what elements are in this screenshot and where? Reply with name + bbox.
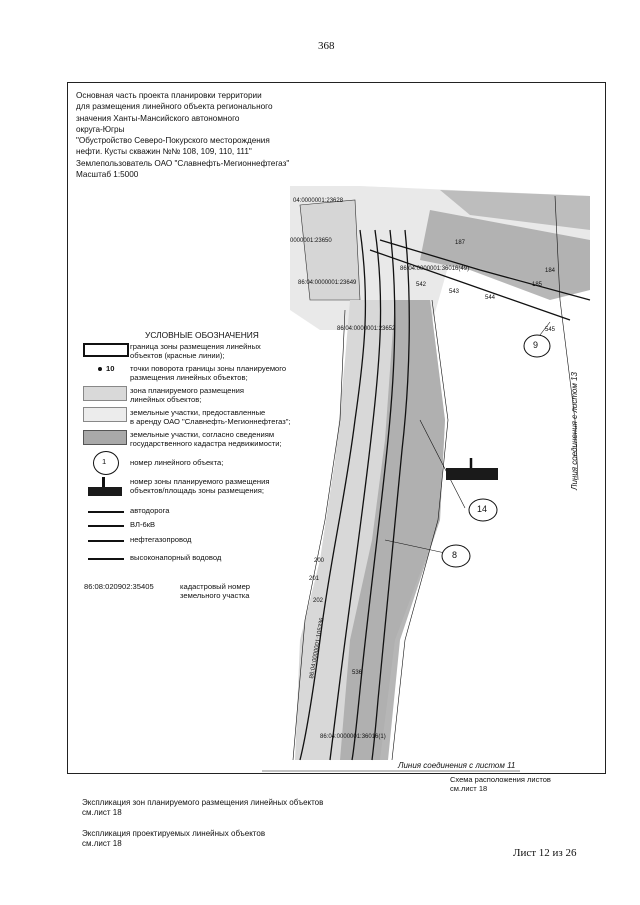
point-label: 536 — [352, 670, 363, 676]
legend-vl: ВЛ-6кВ — [130, 520, 156, 529]
explication-zones: Экспликация зон планируемого размещения линейных объектов см.лист 18 — [82, 798, 324, 817]
leased-swatch — [83, 407, 127, 422]
object-number-9: 9 — [533, 340, 539, 350]
cadastral-sample: 86:08:020902:35405 — [84, 582, 154, 591]
parcel-label: 86:04:0000001:36016(1) — [320, 734, 386, 740]
zone-swatch — [83, 386, 127, 401]
legend-water: высоконапорный водовод — [130, 553, 222, 562]
page-number: 368 — [318, 40, 335, 52]
legend-road: автодорога — [130, 506, 170, 515]
legend-registered: земельные участки, согласно сведениям государственного кадастра недвижимости; — [130, 430, 282, 448]
title-line: для размещения линейного объекта регионального — [76, 102, 273, 112]
legend-title: УСЛОВНЫЕ ОБОЗНАЧЕНИЯ — [145, 330, 259, 340]
parcel-label: 86:04:0000001:105336 — [309, 617, 326, 680]
water-line-sample — [88, 558, 124, 560]
point-label: 200 — [314, 558, 325, 564]
point-label: 187 — [455, 240, 466, 246]
explication-objects: Экспликация проектируемых линейных объектов см.лист 18 — [82, 829, 266, 848]
title-line: значения Ханты-Мансийского автономного — [76, 113, 240, 123]
parcel-label: 86:04:0000001:36016(49) — [400, 266, 470, 272]
sheet-scheme: Схема расположения листов см.лист 18 — [450, 775, 551, 793]
legend-object-number: номер линейного объекта; — [130, 458, 224, 467]
sheet-label: Лист 12 из 26 — [513, 847, 577, 859]
point-label: 545 — [545, 327, 556, 333]
scale-label: Масштаб 1:5000 — [76, 170, 139, 180]
title-line: Землепользователь ОАО "Славнефть-Мегионнефтегаз" — [76, 158, 290, 168]
road-line-sample — [88, 511, 124, 513]
parcel-label: 86:04:0000001:23652 — [337, 326, 396, 332]
title-line: нефти. Кусты скважин №№ 108, 109, 110, 111" — [76, 147, 252, 157]
legend-leased: земельные участки, предоставленные в аренду ОАО "Славнефть-Мегионнефтегаз"; — [130, 408, 291, 426]
point-sample: 10 — [106, 364, 115, 373]
parcel-label: 0000001:23650 — [290, 238, 332, 244]
point-label: 543 — [449, 289, 460, 295]
zone-number-stem — [102, 477, 105, 487]
vl-line-sample — [88, 525, 124, 527]
parcel-label: 04:0000001:23628 — [293, 198, 344, 204]
legend-zone-number: номер зоны планируемого размещения объектов/площадь зоны размещения; — [130, 477, 270, 495]
legend-boundary: граница зоны размещения линейных объектов (красные линии); — [130, 342, 261, 360]
legend-zone: зона планируемого размещения линейных объектов; — [130, 386, 245, 404]
zone-number-badge — [446, 468, 498, 480]
legend-pipeline: нефтегазопровод — [130, 535, 192, 544]
legend-cadastral: кадастровый номер земельного участка — [180, 582, 251, 600]
link-sheet-11: Линия соединения с листом 11 — [398, 761, 516, 770]
object-number-8: 8 — [452, 550, 458, 560]
title-line: "Обустройство Северо-Покурского месторождения — [76, 136, 270, 146]
point-label: 544 — [485, 295, 496, 301]
boundary-swatch — [83, 343, 129, 357]
object-number-sample: 1 — [102, 457, 107, 466]
legend-points: точки поворота границы зоны планируемого размещения линейных объектов; — [130, 364, 287, 382]
object-number-14: 14 — [477, 504, 488, 514]
point-label: 185 — [532, 282, 543, 288]
pipeline-line-sample — [88, 540, 124, 542]
parcel-label: 86:04:0000001:23649 — [298, 280, 357, 286]
title-line: округа-Югры — [76, 124, 125, 134]
point-label: 184 — [545, 268, 556, 274]
title-block — [76, 90, 289, 180]
point-label: 202 — [313, 598, 324, 604]
link-sheet-13: Линия соединения с листом 13 — [570, 372, 579, 490]
point-label: 542 — [416, 282, 427, 288]
point-dot — [98, 367, 102, 371]
point-label: 201 — [309, 576, 320, 582]
registered-swatch — [83, 430, 127, 445]
title-line: Основная часть проекта планировки территории — [76, 91, 262, 100]
zone-number-swatch — [88, 487, 122, 496]
